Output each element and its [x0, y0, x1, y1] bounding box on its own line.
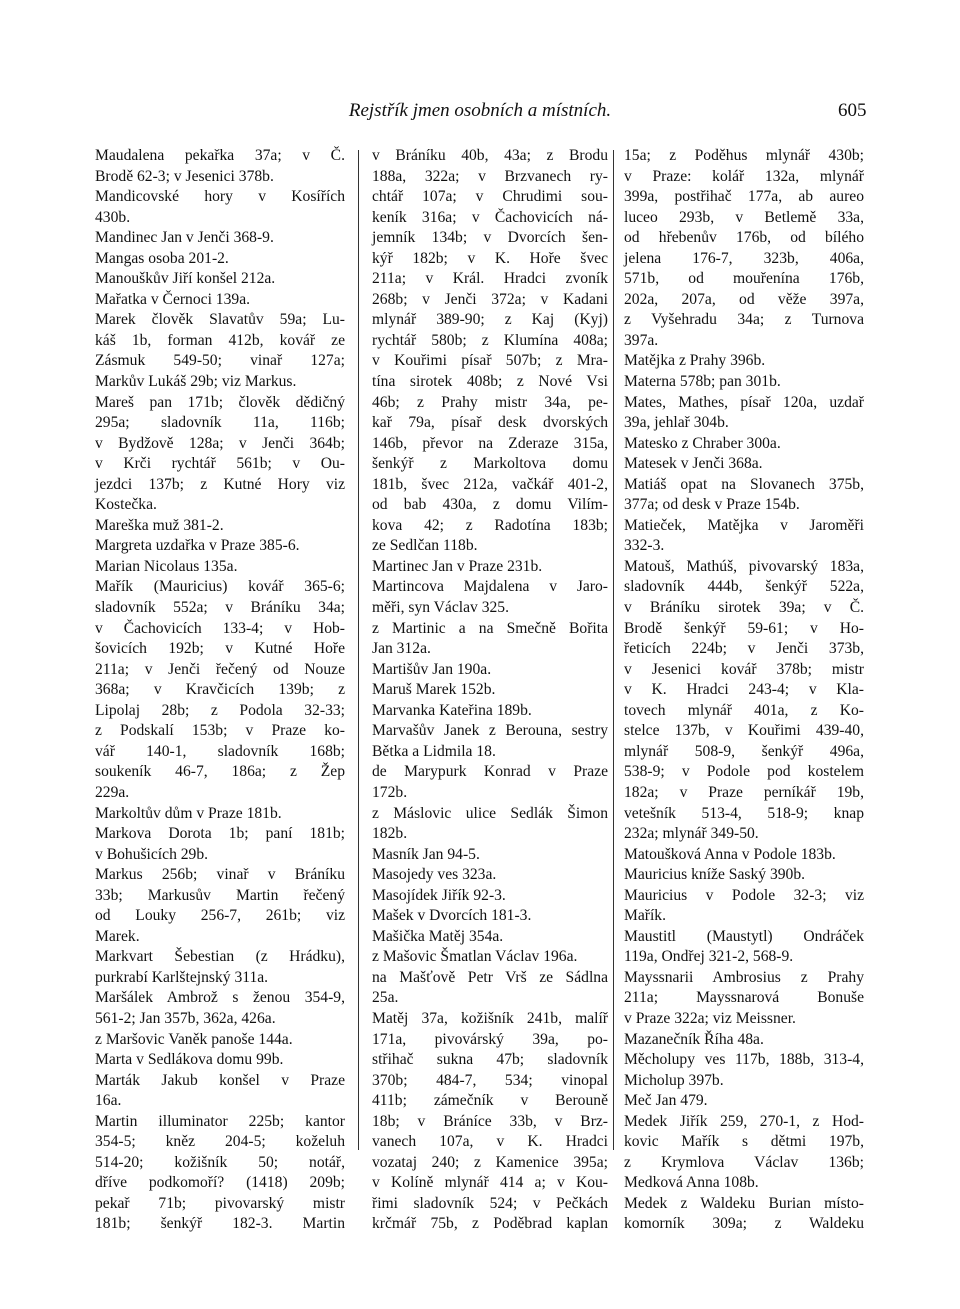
index-line: Mauricius v Podole 32-3; viz	[624, 886, 864, 904]
index-line: ze Sedlčan 118b.	[372, 537, 478, 555]
index-line: na Mašťově Petr Vrš ze Sádlna	[372, 968, 608, 986]
index-line: 295a; sladovník 11a, 116b;	[95, 414, 345, 432]
index-line: Matějka z Prahy 396b.	[624, 352, 766, 370]
index-line: káš 1b, forman 412b, kovář ze	[95, 331, 345, 349]
index-line: 377a; od desk v Praze 154b.	[624, 496, 800, 514]
index-line: Maustitl (Maustytl) Ondráček	[624, 927, 864, 945]
index-line: Mareš pan 171b; člověk dědičný	[95, 393, 345, 411]
index-line: de Marypurk Konrad v Praze	[372, 763, 608, 781]
index-line: v Bráníku 40b, 43a; z Brodu	[372, 147, 608, 164]
index-line: dříve podkomoří? (1418) 209b;	[95, 1174, 345, 1192]
index-line: pekař 71b; pivovarský mistr	[95, 1194, 345, 1212]
index-line: 15a; z Poděhus mlynář 430b;	[624, 147, 864, 164]
index-line: Markvart Šebestian (z Hrádku),	[95, 948, 345, 966]
index-line: Medková Anna 108b.	[624, 1174, 759, 1192]
index-line: Marian Nicolaus 135a.	[95, 557, 238, 575]
index-line: Masojedy ves 323a.	[372, 866, 497, 884]
index-line: v Kouřimi písař 507b; z Mra-	[372, 352, 608, 370]
index-line: keník 316a; v Čachovicích ná-	[372, 208, 608, 226]
index-line: Marvašův Janek z Berouna, sestry	[372, 722, 608, 740]
index-line: Bětka a Lidmila 18.	[372, 742, 496, 760]
index-line: Martin illuminator 225b; kantor	[95, 1112, 345, 1130]
index-line: Manouškův Jiří konšel 212a.	[95, 270, 276, 288]
index-line: v Praze: kolář 132a, mlynář	[624, 167, 864, 185]
index-line: šenkýř z Markoltova domu	[372, 455, 608, 473]
index-line: v Čachovicích 133-4; v Hob-	[95, 619, 345, 637]
index-line: Mašička Matěj 354a.	[372, 927, 504, 945]
index-line: mlynář 389-90; z Kaj (Kyj)	[372, 311, 608, 329]
index-line: 119a, Ondřej 321-2, 568-9.	[624, 948, 794, 966]
index-line: 46b; z Prahy mistr 34a, pe-	[372, 393, 608, 411]
index-line: Maruš Marek 152b.	[372, 681, 496, 699]
index-line: z Vyšehradu 34a; z Turnova	[624, 311, 864, 329]
index-line: Mašek v Dvorcích 181-3.	[372, 907, 532, 925]
index-line: v Kolíně mlynář 414 a; v Kou-	[372, 1174, 608, 1192]
index-line: Materna 578b; pan 301b.	[624, 373, 781, 391]
index-line: Mazanečník Říha 48a.	[624, 1030, 764, 1048]
index-line: 172b.	[372, 783, 408, 801]
index-line: Medek Jiřík 259, 270-1, z Hod-	[624, 1112, 864, 1130]
index-line: 188a, 322a; v Brzvanech ry-	[372, 167, 608, 185]
index-column-3	[624, 146, 864, 1235]
index-line: 430b.	[95, 208, 131, 226]
index-line: Mařík (Mauricius) kovář 365-6;	[95, 578, 345, 596]
index-line: Marvanka Kateřina 189b.	[372, 701, 532, 719]
index-line: jelena 176-7, 323b, 406a,	[624, 249, 864, 267]
index-line: 181b; šenkýř 182-3. Martin	[95, 1215, 345, 1233]
index-line: Markoltův dům v Praze 181b.	[95, 804, 282, 822]
index-line: měři, syn Václav 325.	[372, 599, 509, 617]
index-line: luceo 293b, v Betlemě 33a,	[624, 208, 864, 226]
index-line: Marek člověk Slavatův 59a; Lu-	[95, 311, 345, 329]
index-line: rychtář 580b; z Klumína 408a;	[372, 331, 608, 349]
index-line: 182b.	[372, 825, 408, 843]
index-line: chtář 107a; v Chrudimi sou-	[372, 188, 608, 206]
index-line: purkrabí Karlštejnský 311a.	[95, 968, 269, 986]
index-line: 182a; v Praze perníkář 19b,	[624, 783, 864, 801]
index-line: soukeník 46-7, 186a; z Žep	[95, 763, 345, 781]
index-line: krčmář 75b, z Poděbrad kaplan	[372, 1215, 608, 1233]
index-line: Maršálek Ambrož s ženou 354-9,	[95, 989, 345, 1007]
index-line: 368a; v Kravčicích 139b; z	[95, 681, 345, 699]
index-line: kýř 182b; v K. Hoře švec	[372, 249, 608, 267]
index-line: 18b; v Bráníce 33b, v Brz-	[372, 1112, 608, 1130]
index-line: 354-5; kněz 204-5; koželuh	[95, 1133, 345, 1151]
index-line: 146b, převor na Zderaze 315a,	[372, 434, 608, 452]
index-line: vozataj 240; z Kamenice 395a;	[372, 1153, 608, 1171]
index-line: Meč Jan 479.	[624, 1092, 708, 1110]
index-line: sladovník 444b, šenkýř 522a,	[624, 578, 864, 596]
index-line: střihač sukna 47b; sladovník	[372, 1051, 608, 1069]
index-line: Matieček, Matějka v Jaroměři	[624, 516, 864, 534]
index-line: Martincova Majdalena v Jaro-	[372, 578, 608, 596]
index-line: Markova Dorota 1b; paní 181b;	[95, 825, 345, 843]
index-line: Marta v Sedlákova domu 99b.	[95, 1051, 284, 1069]
index-line: Matesek v Jenči 368a.	[624, 455, 763, 473]
index-line: Martinec Jan v Praze 231b.	[372, 557, 543, 575]
index-line: Lipolaj 28b; z Podola 32-33;	[95, 701, 345, 719]
index-line: Mates, Mathes, písař 120a, uzdař	[624, 393, 864, 411]
running-title: Rejstřík jmen osobních a místních.	[348, 100, 612, 121]
column-divider	[358, 150, 359, 1150]
index-line: Mangas osoba 201-2.	[95, 249, 229, 267]
index-line: Mauricius kníže Saský 390b.	[624, 866, 806, 884]
page-number: 605	[838, 100, 867, 121]
index-line: 538-9; v Podole pod kostelem	[624, 763, 864, 781]
index-line: Mařík.	[624, 907, 667, 925]
index-line: Mandicovské hory v Kosířích	[95, 188, 345, 206]
index-line: vář 140-1, sladovník 168b;	[95, 742, 345, 760]
index-line: z Podskalí 153b; v Praze ko-	[95, 722, 345, 740]
index-line: Margreta uzdařka v Praze 385-6.	[95, 537, 300, 555]
index-line: komorník 309a; z Waldeku	[624, 1215, 864, 1233]
index-line: řeticích 224b; v Jenči 373b,	[624, 640, 864, 658]
index-line: od hřebenův 176b, od bílého	[624, 229, 864, 247]
index-line: Maudalena pekařka 37a; v Č.	[95, 147, 345, 164]
index-line: šovicích 192b; v Kutné Hoře	[95, 640, 345, 658]
index-line: kova 42; z Radotína 183b;	[372, 516, 608, 534]
index-line: Kostečka.	[95, 496, 157, 514]
index-line: 16a.	[95, 1092, 122, 1110]
index-line: Matesko z Chraber 300a.	[624, 434, 781, 452]
index-line: Micholup 397b.	[624, 1071, 724, 1089]
index-line: kovic Mařík s dětmi 197b,	[624, 1133, 864, 1151]
column-divider	[613, 150, 614, 1150]
index-line: Masojídek Jiřík 92-3.	[372, 886, 506, 904]
index-line: 268b; v Jenči 372a; v Kadani	[372, 290, 608, 308]
index-line: Brodě šenkýř 59-61; v Ho-	[624, 619, 864, 637]
index-line: vetešník 513-4, 518-9; knap	[624, 804, 864, 822]
index-line: z Máslovic ulice Sedlák Šimon	[372, 804, 608, 822]
index-line: Matoušková Anna v Podole 183b.	[624, 845, 836, 863]
index-line: Matěj 37a, kožišník 241b, malíř	[372, 1009, 608, 1027]
index-line: Marták Jakub konšel v Praze	[95, 1071, 345, 1089]
index-line: Marek.	[95, 927, 140, 945]
index-line: 411b; zámečník v Berouně	[372, 1092, 608, 1110]
index-line: z Maršovic Vaněk panoše 144a.	[95, 1030, 293, 1048]
index-line: od bab 430a, z domu Vilím-	[372, 496, 608, 514]
index-line: 33b; Markusův Martin řečený	[95, 886, 345, 904]
index-line: 211a; v Král. Hradci zvoník	[372, 270, 608, 288]
index-line: 181b, švec 212a, vačkář 401-2,	[372, 475, 608, 493]
index-line: v Praze 322a; viz Meissner.	[624, 1009, 796, 1027]
index-line: stelce 137b, v Kouřimi 439-40,	[624, 722, 864, 740]
index-line: Markus 256b; vinař v Bráníku	[95, 866, 345, 884]
index-line: Brodě 62-3; v Jesenici 378b.	[95, 167, 274, 185]
index-line: 370b; 484-7, 534; vinopal	[372, 1071, 608, 1089]
index-column-1	[95, 146, 345, 1235]
index-line: Markův Lukáš 29b; viz Markus.	[95, 373, 297, 391]
index-line: 514-20; kožišník 50; notář,	[95, 1153, 345, 1171]
index-line: Měcholupy ves 117b, 188b, 313-4,	[624, 1051, 864, 1069]
index-column-2	[372, 146, 608, 1235]
index-line: 211a; Mayssnarová Bonuše	[624, 989, 864, 1007]
index-line: Zásmuk 549-50; vinař 127a;	[95, 352, 345, 370]
index-line: z Mašovic Šmatlan Václav 196a.	[372, 948, 578, 966]
index-line: 39a, jehlař 304b.	[624, 414, 729, 432]
index-line: Matiáš opat na Slovanech 375b,	[624, 475, 864, 493]
index-line: 229a.	[95, 783, 130, 801]
index-line: jezdci 137b; z Kutné Hory viz	[95, 475, 345, 493]
index-line: z Martinic a na Smečně Bořita	[372, 619, 608, 637]
index-line: Martišův Jan 190a.	[372, 660, 492, 678]
index-line: sladovník 552a; v Bráníku 34a;	[95, 599, 345, 617]
index-line: 171a, pivovárský 39a, po-	[372, 1030, 608, 1048]
index-line: mlynář 508-9, šenkýř 496a,	[624, 742, 864, 760]
index-line: Mayssnarii Ambrosius z Prahy	[624, 968, 864, 986]
index-line: Matouš, Mathúš, pivovarský 183a,	[624, 557, 864, 575]
index-line: 211a; v Jenči řečený od Nouze	[95, 660, 345, 678]
index-line: 397a.	[624, 331, 659, 349]
index-line: 202a, 207a, od věže 397a,	[624, 290, 864, 308]
index-line: tína sirotek 408b; z Nové Vsi	[372, 373, 608, 391]
index-line: Jan 312a.	[372, 640, 431, 658]
index-line: v Bohušicích 29b.	[95, 845, 209, 863]
index-line: v Bydžově 128a; v Jenči 364b;	[95, 434, 345, 452]
index-line: z Krymlova Václav 136b;	[624, 1153, 864, 1171]
index-line: v K. Hradci 243-4; v Kla-	[624, 681, 864, 699]
index-line: v Krči rychtář 561b; v Ou-	[95, 455, 345, 473]
index-line: Mareška muž 381-2.	[95, 516, 224, 534]
index-line: Mařatka v Černoci 139a.	[95, 290, 251, 308]
index-line: v Bráníku sirotek 39a; v Č.	[624, 599, 864, 617]
index-line: 571b, od mouřenína 176b,	[624, 270, 864, 288]
index-line: Masník Jan 94-5.	[372, 845, 480, 863]
index-line: vanech 107a, v K. Hradci	[372, 1133, 608, 1151]
index-line: 332-3.	[624, 537, 665, 555]
index-line: Mandinec Jan v Jenči 368-9.	[95, 229, 274, 247]
index-line: tovech mlynář 401a, z Ko-	[624, 701, 864, 719]
index-line: 561-2; Jan 357b, 362a, 426a.	[95, 1009, 276, 1027]
index-line: Medek z Waldeku Burian místo-	[624, 1194, 864, 1212]
index-line: jemník 134b; v Dvorcích šen-	[372, 229, 608, 247]
index-line: řimi sladovník 524; v Pečkách	[372, 1194, 608, 1212]
index-line: 399a, postřihač 177a, ab aureo	[624, 188, 864, 206]
index-line: 232a; mlynář 349-50.	[624, 825, 759, 843]
index-line: v Jesenici kovář 378b; mistr	[624, 660, 864, 678]
index-line: od Louky 256-7, 261b; viz	[95, 907, 345, 925]
index-line: kař 79a, písař desk dvorských	[372, 414, 608, 432]
index-line: 25a.	[372, 989, 399, 1007]
